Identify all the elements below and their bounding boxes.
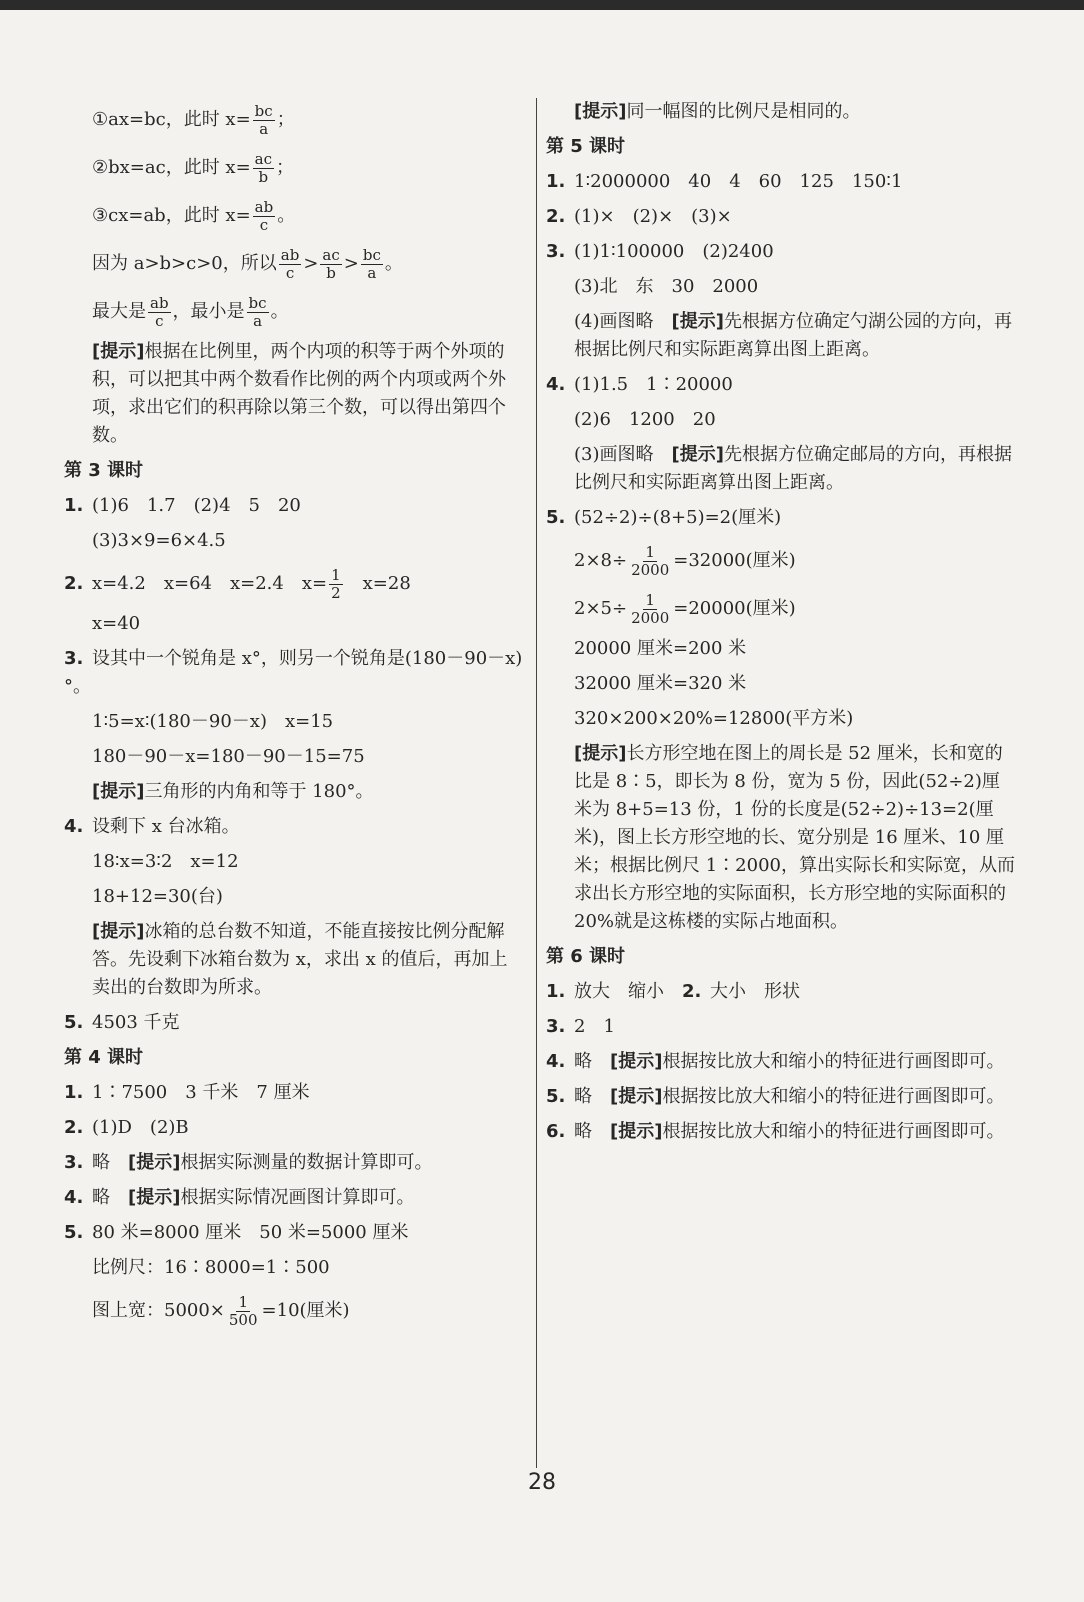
answer-item: 1. 1∶2000000 40 4 60 125 150∶1 <box>546 171 903 192</box>
answer-continuation: 18+12=30(台) <box>92 886 223 907</box>
fraction: $\frac{ab}{c}$ <box>254 197 274 234</box>
hint-paragraph: [提示]同一幅图的比例尺是相同的。 <box>574 101 861 122</box>
section-title-lesson-3: 第 3 课时 <box>64 460 144 481</box>
page-number: 28 <box>528 1470 556 1495</box>
answer-continuation: 比例尺：16∶8000=1∶500 <box>92 1257 330 1278</box>
answer-continuation: 320×200×20%=12800(平方米) <box>574 708 854 729</box>
answer-continuation: 180－90－x=180－90－15=75 <box>92 746 365 767</box>
answer-continuation: (3)3×9=6×4.5 <box>92 530 226 551</box>
answer-item: 3. 2 1 <box>546 1016 615 1037</box>
answer-item: 5. 80 米=8000 厘米 50 米=5000 厘米 <box>64 1222 409 1243</box>
hint-label: [提示] <box>128 1187 181 1208</box>
hint-label: [提示] <box>610 1086 663 1107</box>
hint-label: [提示] <box>671 444 724 465</box>
answer-continuation: 32000 厘米=320 米 <box>574 673 747 694</box>
fraction: $\frac{bc}{a}$ <box>254 101 273 138</box>
answer-item: 4. 略 [提示]根据实际情况画图计算即可。 <box>64 1187 415 1208</box>
answer-item: 5. (52÷2)÷(8+5)=2(厘米) <box>546 507 782 528</box>
answer-item: 2. (1)D (2)B <box>64 1117 189 1138</box>
hint-paragraph: [提示]冰箱的总台数不知道，不能直接按比例分配解答。先设剩下冰箱台数为 x，求出 x 的值后，再加上卖出的台数即为所求。 <box>92 921 508 998</box>
hint-paragraph: (3)画图略 [提示]先根据方位确定邮局的方向，再根据比例尺和实际距离算出图上距离。 <box>574 444 1012 493</box>
fraction: $\frac{1}{500}$ <box>228 1292 258 1329</box>
hint-label: [提示] <box>671 311 724 332</box>
section-title-lesson-6: 第 6 课时 <box>546 946 626 967</box>
fraction: $\frac{bc}{a}$ <box>248 293 267 330</box>
answer-continuation: x=40 <box>92 613 141 634</box>
max-min-line: 最大是 $\frac{ab}{c}$ ，最小是 $\frac{bc}{a}$ 。 <box>92 293 289 330</box>
hint-label: [提示] <box>92 341 145 362</box>
column-divider <box>536 98 537 1468</box>
fraction: $\frac{1}{2000}$ <box>631 542 670 579</box>
hint-paragraph: [提示]三角形的内角和等于 180°。 <box>92 781 374 802</box>
fraction: $\frac{1}{2000}$ <box>631 590 670 627</box>
answer-item: 4. 略 [提示]根据按比放大和缩小的特征进行画图即可。 <box>546 1051 1005 1072</box>
hint-label: [提示] <box>610 1051 663 1072</box>
answer-item: 2. (1)× (2)× (3)× <box>546 206 732 227</box>
answer-continuation: 18∶x=3∶2 x=12 <box>92 851 239 872</box>
hint-label: [提示] <box>610 1121 663 1142</box>
hint-label: [提示] <box>574 743 627 764</box>
hint-paragraph: (4)画图略 [提示]先根据方位确定勺湖公园的方向，再根据比例尺和实际距离算出图上距离。 <box>574 311 1012 360</box>
right-column <box>546 98 1016 1153</box>
answer-item: 5. 4503 千克 <box>64 1012 180 1033</box>
fraction: $\frac{bc}{a}$ <box>362 245 381 282</box>
answer-item: 3. (1)1∶100000 (2)2400 <box>546 241 774 262</box>
answer-item: 1. 放大 缩小 2. 大小 形状 <box>546 981 800 1002</box>
eq-line-1: ①ax=bc，此时 x= $\frac{bc}{a}$ ； <box>92 101 295 138</box>
hint-label: [提示] <box>92 781 145 802</box>
answer-item: 6. 略 [提示]根据按比放大和缩小的特征进行画图即可。 <box>546 1121 1005 1142</box>
fraction: $\frac{ab}{c}$ <box>150 293 169 330</box>
answer-item: 3. 设其中一个锐角是 x°，则另一个锐角是(180－90－x)°。 <box>64 648 523 697</box>
eq-line-2: ②bx=ac，此时 x= $\frac{ac}{b}$ ； <box>92 149 295 186</box>
left-column <box>64 98 524 1337</box>
section-title-lesson-4: 第 4 课时 <box>64 1047 144 1068</box>
answer-continuation: 图上宽：5000× $\frac{1}{500}$ =10(厘米) <box>92 1292 350 1329</box>
answer-continuation: (2)6 1200 20 <box>574 409 716 430</box>
hint-paragraph: [提示]长方形空地在图上的周长是 52 厘米，长和宽的比是 8∶5，即长为 8 份，宽为 5 份，因此(52÷2)厘米为 8+5=13 份，1 份的长度是(52÷2)÷13=2(厘米)，图上长方形空地的长、宽分别是 16 厘米、10 厘米；根据比例尺 1∶2000，算出实际长和实际宽，从而求出长方形空地的实际面积，长方形空地的实际面积的 20%就是这栋楼的实际占地面积。 <box>574 743 1015 932</box>
eq-line-3: ③cx=ab，此时 x= $\frac{ab}{c}$ 。 <box>92 197 296 234</box>
fraction: $\frac{ac}{b}$ <box>322 245 340 282</box>
answer-item: 4. 设剩下 x 台冰箱。 <box>64 816 240 837</box>
answer-item: 1. 1∶7500 3 千米 7 厘米 <box>64 1082 310 1103</box>
hint-paragraph: [提示]根据在比例里，两个内项的积等于两个外项的积，可以把其中两个数看作比例的两个内项或两个外项，求出它们的积再除以第三个数，可以得出第四个数。 <box>92 341 506 446</box>
hint-label: [提示] <box>128 1152 181 1173</box>
answer-continuation: 20000 厘米=200 米 <box>574 638 747 659</box>
answer-continuation: (3)北 东 30 2000 <box>574 276 759 297</box>
answer-item: 5. 略 [提示]根据按比放大和缩小的特征进行画图即可。 <box>546 1086 1005 1107</box>
answer-continuation: 2×5÷ $\frac{1}{2000}$ =20000(厘米) <box>574 590 796 627</box>
hint-label: [提示] <box>574 101 627 122</box>
answer-item: 1. (1)6 1.7 (2)4 5 20 <box>64 495 301 516</box>
section-title-lesson-5: 第 5 课时 <box>546 136 626 157</box>
answer-item: 2. x=4.2 x=64 x=2.4 x= $\frac{1}{2}$ x=28 <box>64 565 411 602</box>
fraction: $\frac{1}{2}$ <box>331 565 341 602</box>
hint-label: [提示] <box>92 921 145 942</box>
answer-item: 3. 略 [提示]根据实际测量的数据计算即可。 <box>64 1152 433 1173</box>
fraction: $\frac{ab}{c}$ <box>280 245 300 282</box>
compare-line: 因为 a>b>c>0，所以 $\frac{ab}{c}$ > $\frac{ac}{b}$ > $\frac{bc}{a}$ 。 <box>92 245 403 282</box>
scan-top-edge <box>0 0 1084 10</box>
fraction: $\frac{ac}{b}$ <box>254 149 273 186</box>
answer-continuation: 2×8÷ $\frac{1}{2000}$ =32000(厘米) <box>574 542 796 579</box>
answer-item: 4. (1)1.5 1∶20000 <box>546 374 733 395</box>
answer-continuation: 1∶5=x∶(180－90－x) x=15 <box>92 711 334 732</box>
